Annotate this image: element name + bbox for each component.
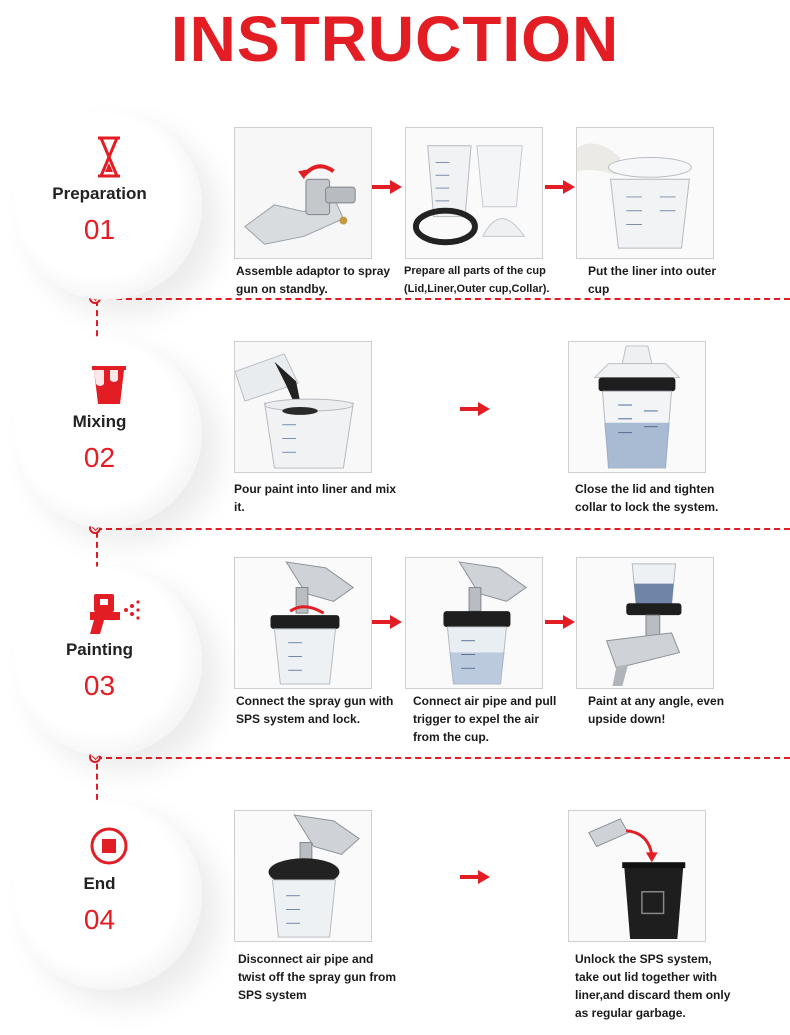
step-photo-liner-into-cup (576, 127, 714, 259)
arrow-right-icon (460, 402, 490, 416)
stage-name: Preparation (52, 184, 147, 203)
stage-name: Mixing (72, 412, 127, 431)
page-title: INSTRUCTION (170, 3, 620, 75)
step-caption: Pour paint into liner and mix it. (234, 482, 397, 514)
arrow-right-icon (545, 180, 575, 194)
step-caption: Close the lid and tighten collar to lock the system. (575, 482, 719, 514)
step-caption: Assemble adaptor to spray gun on standby. (236, 264, 391, 296)
stage-number: 02 (83, 442, 116, 473)
stage-painting (12, 566, 202, 756)
step-photo-connect-gun (234, 557, 372, 689)
timeline-divider (96, 757, 790, 759)
step-caption: Paint at any angle, even upside down! (588, 694, 725, 726)
spray-gun-icon (74, 590, 144, 636)
step-photo-cup-parts (405, 127, 543, 259)
step-photo-discard (568, 810, 706, 942)
step-photo-close-lid (568, 341, 706, 473)
paint-bucket-icon (74, 362, 144, 408)
stage-preparation (12, 110, 202, 300)
hourglass-icon (74, 134, 144, 180)
step-caption: Prepare all parts of the cup (Lid,Liner,Outer cup,Collar). (404, 265, 550, 295)
timeline-divider (96, 528, 790, 530)
arrow-right-icon (545, 615, 575, 629)
timeline-divider (96, 298, 790, 300)
arrow-right-icon (372, 180, 402, 194)
step-caption: Connect air pipe and pull trigger to expel the air from the cup. (413, 694, 557, 744)
stage-name: End (83, 874, 116, 893)
stage-number: 01 (83, 214, 116, 245)
stop-icon (74, 824, 144, 870)
stage-number: 04 (83, 904, 116, 935)
step-caption: Connect the spray gun with SPS system and lock. (236, 694, 394, 726)
step-photo-pour-paint (234, 341, 372, 473)
step-caption: Unlock the SPS system, take out lid together with liner,and discard them only as regular garbage. (575, 952, 731, 1020)
stage-mixing (12, 338, 202, 528)
step-photo-expel-air (405, 557, 543, 689)
arrow-right-icon (460, 870, 490, 884)
stage-name: Painting (65, 640, 134, 659)
step-photo-assemble-adaptor (234, 127, 372, 259)
step-photo-disconnect-gun (234, 810, 372, 942)
arrow-right-icon (372, 615, 402, 629)
stage-number: 03 (83, 670, 116, 701)
step-photo-paint-any-angle (576, 557, 714, 689)
step-caption: Disconnect air pipe and twist off the spray gun from SPS system (238, 952, 397, 1002)
step-caption: Put the liner into outer cup (588, 264, 716, 296)
stage-end (12, 800, 202, 990)
